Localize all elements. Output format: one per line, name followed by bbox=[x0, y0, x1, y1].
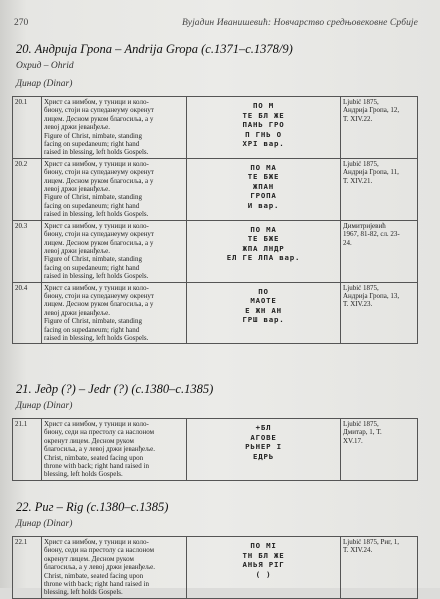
legend-line: ТЕ БЖЕ bbox=[247, 234, 280, 244]
ref-line: Димитријевић bbox=[343, 221, 386, 230]
desc-line: raised in blessing, left holds Gospels. bbox=[44, 148, 149, 157]
table-row bbox=[13, 282, 418, 344]
legend-line: ТЕ БЛ ЖЕ bbox=[242, 110, 285, 120]
desc-line: Христ са нимбом, у туници и коло- bbox=[44, 159, 149, 168]
desc-line: биону, стоји на супеданеуму окренут bbox=[44, 168, 154, 177]
legend-line: ПО МА bbox=[250, 224, 277, 234]
desc-line: левој држи јеванђеље. bbox=[44, 308, 110, 317]
mint-label: Охрид – Ohrid bbox=[16, 61, 74, 71]
desc-line: Figure of Christ, nimbate, standing bbox=[44, 255, 142, 264]
ref-line: XV.17. bbox=[343, 436, 363, 445]
coin-legend bbox=[187, 282, 341, 344]
desc-line: левој држи јеванђеље. bbox=[44, 185, 110, 194]
legend-line: ЖПАН bbox=[253, 181, 274, 191]
desc-line: биону, седи на престолу са наслоном bbox=[44, 546, 155, 555]
desc-line: лицем. Десном руком благосиља, а у bbox=[44, 114, 154, 123]
ref-line: Ljubić 1875, Риг, 1, bbox=[343, 538, 399, 546]
coin-description bbox=[42, 220, 187, 282]
coin-reference bbox=[341, 419, 418, 481]
desc-line: raised in blessing, left holds Gospels. bbox=[44, 210, 149, 219]
legend-line: ХРI вар. bbox=[242, 139, 285, 148]
desc-line: raised in blessing, left holds Gospels. bbox=[44, 272, 149, 281]
desc-line: Figure of Christ, nimbate, standing bbox=[44, 193, 142, 202]
table-row bbox=[13, 419, 418, 481]
desc-line: биону, седи на престолу са наслоном bbox=[44, 428, 155, 437]
desc-line: blessing, left holds Gospels. bbox=[44, 470, 123, 479]
legend-line: ПО МА bbox=[250, 162, 277, 172]
coin-description bbox=[42, 158, 187, 220]
table-row bbox=[13, 158, 418, 220]
legend-line: ПО МI bbox=[250, 541, 277, 550]
legend-line: ГРОПА bbox=[250, 191, 277, 201]
legend-line: РЬНЕР I bbox=[245, 442, 282, 451]
legend-line: ( ) bbox=[255, 569, 272, 579]
desc-line: биону, стоји на супеданеуму окренут bbox=[44, 230, 154, 239]
legend-line: И вар. bbox=[247, 200, 280, 210]
section-heading: 21. Једр (?) – Jedr (?) (c.1380–c.1385) bbox=[16, 382, 214, 396]
desc-line: facing on supedaneum; right hand bbox=[44, 263, 140, 272]
coin-id: 20.1 bbox=[13, 97, 42, 159]
coin-reference bbox=[341, 97, 418, 159]
ref-line: Андрија Гропа, 11, bbox=[343, 168, 399, 177]
desc-line: Figure of Christ, nimbate, standing bbox=[44, 317, 142, 326]
desc-line: facing on supedaneum; right hand bbox=[44, 325, 140, 334]
ref-line: Андрија Гропа, 12, bbox=[343, 106, 400, 115]
legend-line: Е ЖН АН bbox=[245, 305, 282, 315]
legend-line: ТН БЛ ЖЕ bbox=[242, 550, 285, 560]
running-title: Вујадин Иванишевић: Новчарство средњовековне Србије bbox=[181, 18, 418, 28]
denomination-label: Динар (Dinar) bbox=[16, 79, 73, 89]
legend-line: ПО bbox=[258, 286, 269, 296]
ref-line: 1967, 81-82, сл. 23- bbox=[343, 230, 400, 239]
coin-legend bbox=[187, 158, 341, 220]
desc-line: благосиља, а у левој држи јеванђеље. bbox=[44, 445, 156, 454]
legend-line: П ГНЬ О bbox=[245, 129, 282, 139]
coin-table bbox=[12, 536, 418, 599]
desc-line: лицем. Десном руком благосиља, а у bbox=[44, 300, 154, 309]
desc-line: биону, стоји на супеданеуму окренут bbox=[44, 291, 154, 300]
coin-legend bbox=[187, 220, 341, 282]
coin-id: 20.4 bbox=[13, 282, 42, 344]
table-row bbox=[13, 97, 418, 159]
desc-line: Христ са нимбом, у туници и коло- bbox=[44, 98, 149, 106]
desc-line: Христ са нимбом, у туници и коло- bbox=[44, 420, 149, 428]
coin-description bbox=[42, 97, 187, 159]
ref-line: Ljubić 1875, bbox=[343, 420, 379, 428]
legend-line: ЖПА ЛНДР bbox=[242, 243, 285, 253]
ref-line: Андрија Гропа, 13, bbox=[343, 291, 400, 300]
legend-line: ТЕ БЖЕ bbox=[247, 172, 280, 182]
desc-line: blessing, left holds Gospels. bbox=[44, 588, 123, 597]
denomination-label: Динар (Dinar) bbox=[16, 401, 73, 411]
desc-line: Христ са нимбом, у туници и коло- bbox=[44, 283, 149, 292]
desc-line: Christ, nimbate, seated facing upon bbox=[44, 571, 144, 580]
coin-description bbox=[42, 282, 187, 344]
desc-line: Христ са нимбом, у туници и коло- bbox=[44, 221, 149, 230]
coin-id: 20.2 bbox=[13, 158, 42, 220]
desc-line: raised in blessing, left holds Gospels. bbox=[44, 333, 149, 342]
coin-id: 20.3 bbox=[13, 220, 42, 282]
ref-line: T. XIV.24. bbox=[343, 546, 373, 555]
legend-line: +БЛ bbox=[255, 423, 272, 432]
desc-line: Christ, nimbate, seated facing upon bbox=[44, 453, 144, 462]
coin-description bbox=[42, 419, 187, 481]
legend-line: ГРШ вар. bbox=[242, 315, 285, 325]
desc-line: биону, стоји на супеданеуму окренут bbox=[44, 106, 154, 115]
legend-line: ЕДРЬ bbox=[253, 451, 274, 461]
page-number: 270 bbox=[14, 18, 29, 28]
legend-line: ПО М bbox=[253, 101, 274, 110]
coin-reference bbox=[341, 158, 418, 220]
desc-line: лицем. Десном руком благосиља, а у bbox=[44, 176, 154, 185]
ref-line: Ljubić 1875, bbox=[343, 283, 379, 292]
coin-reference bbox=[341, 282, 418, 344]
ref-line: Ljubić 1875, bbox=[343, 159, 379, 168]
desc-line: окренут лицем. Десном руком bbox=[44, 436, 134, 445]
ref-line: 24. bbox=[343, 238, 352, 247]
desc-line: throne with back; right hand raised in bbox=[44, 462, 149, 471]
coin-reference bbox=[341, 220, 418, 282]
desc-line: facing on supedaneum; right hand bbox=[44, 201, 140, 210]
desc-line: левој држи јеванђеље. bbox=[44, 246, 110, 255]
legend-line: ЕЛ ГЕ ЛПА вар. bbox=[226, 253, 301, 263]
legend-line: АГОВЕ bbox=[250, 432, 277, 442]
legend-line: ПАНЬ ГРО bbox=[242, 120, 285, 129]
coin-id: 22.1 bbox=[13, 537, 42, 599]
legend-line: АНЬЯ РIГ bbox=[242, 560, 285, 569]
desc-line: Христ са нимбом, у туници и коло- bbox=[44, 538, 149, 546]
section-heading: 20. Андрија Гропа – Andrija Gropa (c.1371–c.1378/9) bbox=[16, 42, 293, 56]
desc-line: Figure of Christ, nimbate, standing bbox=[44, 131, 142, 140]
coin-legend bbox=[187, 97, 341, 159]
ref-line: T. XIV.22. bbox=[343, 114, 373, 123]
ref-line: T. XIV.21. bbox=[343, 176, 373, 185]
desc-line: окренут лицем. Десном руком bbox=[44, 554, 134, 563]
coin-description bbox=[42, 537, 187, 599]
desc-line: facing on supedaneum; right hand bbox=[44, 140, 140, 149]
coin-reference bbox=[341, 537, 418, 599]
table-row bbox=[13, 537, 418, 599]
ref-line: Ljubić 1875, bbox=[343, 98, 379, 106]
desc-line: благосиља, а у левој држи јеванђеље. bbox=[44, 563, 156, 572]
denomination-label: Динар (Dinar) bbox=[16, 519, 73, 529]
coin-legend bbox=[187, 537, 341, 599]
coin-id: 21.1 bbox=[13, 419, 42, 481]
ref-line: T. XIV.23. bbox=[343, 300, 373, 309]
coin-table bbox=[12, 96, 418, 344]
coin-legend bbox=[187, 419, 341, 481]
legend-line: МАОТЕ bbox=[250, 296, 277, 306]
table-row bbox=[13, 220, 418, 282]
section-heading: 22. Риг – Rig (c.1380–c.1385) bbox=[16, 500, 169, 514]
desc-line: левој држи јеванђеље. bbox=[44, 123, 110, 132]
desc-line: лицем. Десном руком благосиља, а у bbox=[44, 238, 154, 247]
ref-line: Дмитар, 1, T. bbox=[343, 428, 382, 437]
desc-line: throne with back; right hand raised in bbox=[44, 580, 149, 589]
coin-table bbox=[12, 418, 418, 481]
